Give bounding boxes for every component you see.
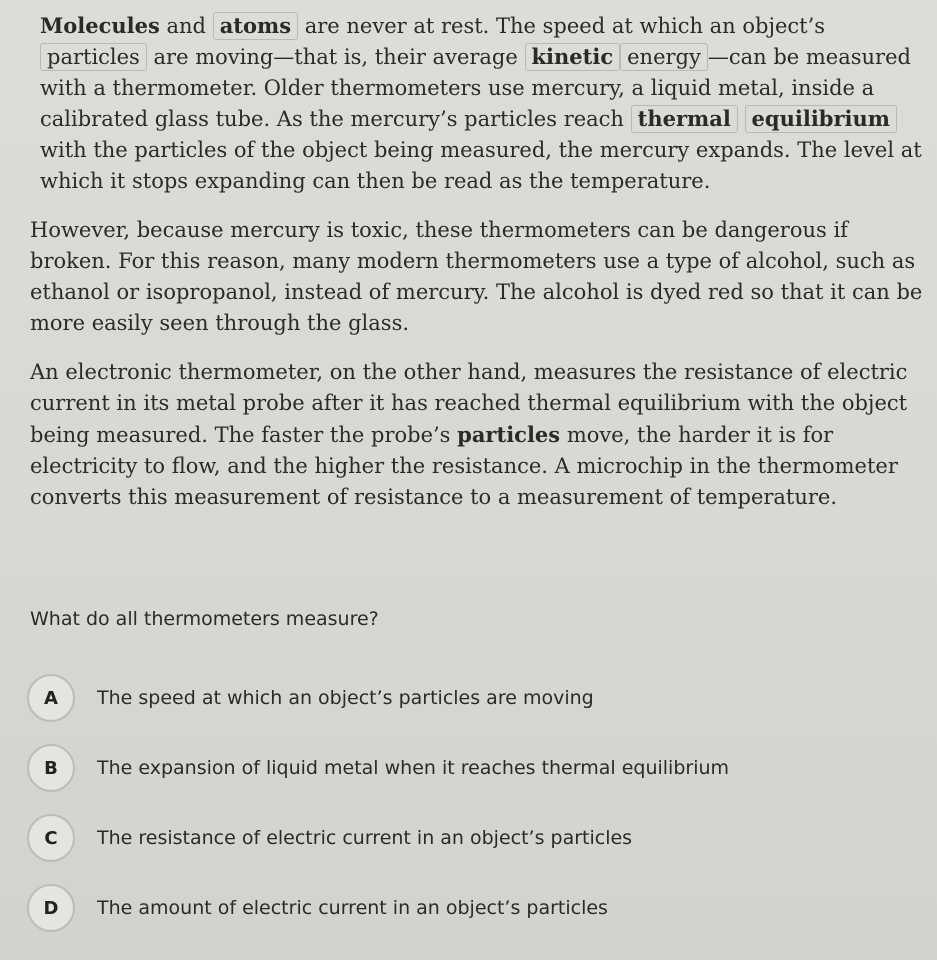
passage-paragraph-1	[30, 10, 930, 197]
choice-d-letter[interactable]: D	[27, 884, 75, 932]
passage-text: are never at rest. The speed at which an object’s	[304, 14, 826, 38]
choice-c-letter[interactable]: C	[27, 814, 75, 862]
choice-b-letter[interactable]: B	[27, 744, 75, 792]
keyword-thermal[interactable]: thermal	[631, 105, 738, 133]
keyword-molecules[interactable]: Molecules	[40, 13, 160, 38]
choice-a-text[interactable]: The speed at which an object’s particles are moving	[97, 687, 594, 709]
keyword-particles-2[interactable]: particles	[457, 422, 561, 447]
passage-text: and	[166, 14, 206, 38]
passage-paragraph-2: However, because mercury is toxic, these thermometers can be dangerous if broken. For this reason, many modern thermometers use a type of alcohol, such as ethanol or isopropanol, instead of mercury. The alcohol is dyed red so that it can be more easily seen through the glass.	[30, 218, 923, 335]
passage-text: are moving—that is, their average	[153, 45, 518, 69]
keyword-equilibrium[interactable]: equilibrium	[745, 105, 897, 133]
keyword-atoms[interactable]: atoms	[213, 12, 298, 40]
passage-text: with the particles of the object being measured, the mercury expands. The level at which it stops expanding can then be read as the temperature.	[40, 138, 922, 193]
choice-c-text[interactable]: The resistance of electric current in an object’s particles	[97, 827, 633, 849]
choice-a-letter[interactable]: A	[27, 674, 75, 722]
keyword-particles[interactable]: particles	[40, 43, 147, 71]
choice-a[interactable]	[27, 672, 907, 724]
passage-text: An electronic thermometer, on the other hand, measures the resistance of electric current in its metal probe after it has reached thermal equilibrium with the object being measured. The faster the probe’s	[30, 360, 908, 447]
reading-passage	[30, 10, 930, 531]
choice-b-text[interactable]: The expansion of liquid metal when it reaches thermal equilibrium	[97, 757, 730, 779]
choice-d[interactable]	[27, 882, 907, 934]
keyword-energy[interactable]: energy	[620, 43, 708, 71]
keyword-kinetic[interactable]: kinetic	[525, 43, 621, 71]
passage-text: move, the harder it is for electricity to flow, and the higher the resistance. A microchip in the thermometer converts this measurement of resistance to a measurement of temperature.	[30, 423, 898, 509]
answer-choices	[27, 672, 907, 952]
passage-text: —can be measured with a thermometer. Older thermometers use mercury, a liquid metal, inside a calibrated glass tube. As the mercury’s particles reach	[40, 45, 911, 131]
choice-d-text[interactable]: The amount of electric current in an object’s particles	[97, 897, 608, 919]
question-prompt: What do all thermometers measure?	[30, 608, 379, 630]
choice-c[interactable]	[27, 812, 907, 864]
passage-paragraph-3	[30, 357, 930, 513]
choice-b[interactable]	[27, 742, 907, 794]
